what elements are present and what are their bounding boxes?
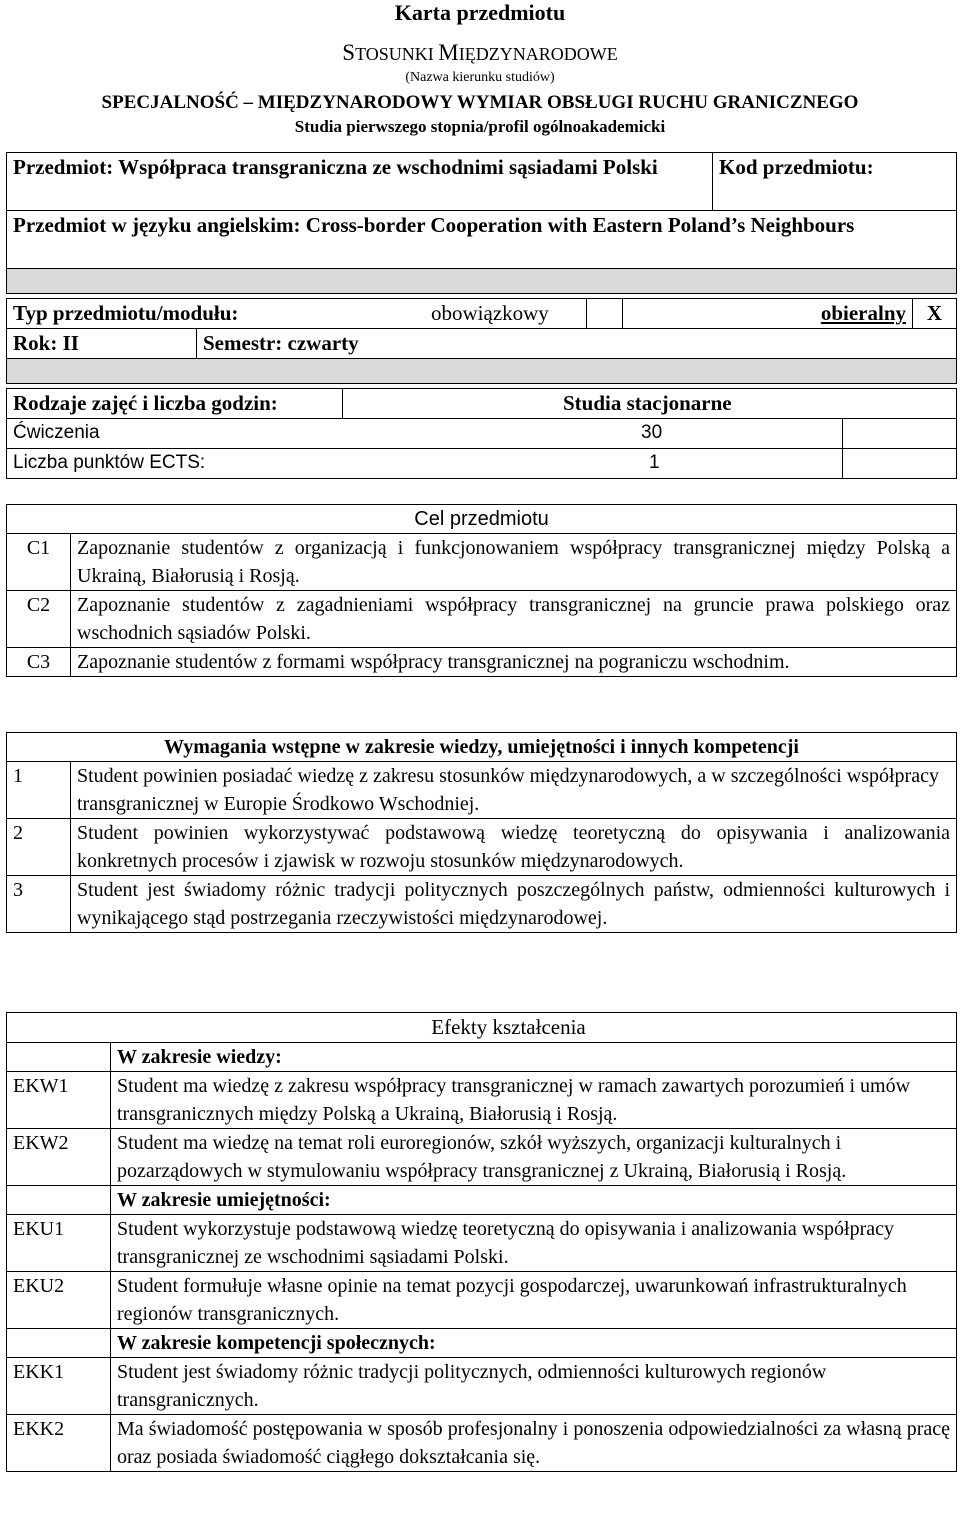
study-level: Studia pierwszego stopnia/profil ogólnoakademicki xyxy=(294,117,666,136)
prereq-code: 1 xyxy=(7,762,71,819)
subject-name-pl: Przedmiot: Współpraca transgraniczna ze wschodnimi sąsiadami Polski xyxy=(7,153,713,211)
hours-row-value: 30 xyxy=(641,422,663,443)
prereq-text: Student powinien posiadać wiedzę z zakresu stosunków międzynarodowych, a w szczególności współpracy transgranicznej w Europie Środkowo Wschodniej. xyxy=(71,762,957,819)
empty-cell xyxy=(7,1186,111,1215)
field-of-study: STOSUNKI MIĘDZYNARODOWE xyxy=(342,40,618,65)
ects-row xyxy=(7,449,843,479)
outcome-text: Student wykorzystuje podstawową wiedzę teoretyczną do opisywania i analizowania współpracy transgranicznej ze wschodnimi sąsiadami Polski. xyxy=(111,1215,957,1272)
goal-text: Zapoznanie studentów z zagadnieniami współpracy transgranicznej na gruncie prawa polskiego oraz wschodnich sąsiadów Polski. xyxy=(71,591,957,648)
year: Rok: II xyxy=(7,329,197,359)
type-table xyxy=(6,298,957,384)
subject-table xyxy=(6,152,957,294)
prereq-title: Wymagania wstępne w zakresie wiedzy, umiejętności i innych kompetencji xyxy=(7,733,957,762)
goal-code: C3 xyxy=(7,648,71,677)
goal-text: Zapoznanie studentów z formami współpracy transgranicznej na pograniczu wschodnim. xyxy=(71,648,957,677)
outcome-text: Student ma wiedzę na temat roli euroregionów, szkół wyższych, organizacji kulturalnych i pozarządowych w stymulowaniu współpracy transgranicznej z Ukrainą, Białorusią i Rosją. xyxy=(111,1129,957,1186)
goals-table xyxy=(6,504,957,677)
empty-cell xyxy=(7,1043,111,1072)
outcome-text: Student formułuje własne opinie na temat pozycji gospodarczej, uwarunkowań infrastrukturalnych regionów transgranicznych. xyxy=(111,1272,957,1329)
prereq-table xyxy=(6,732,957,933)
prereq-text: Student jest świadomy różnic tradycji politycznych poszczególnych państw, odmienności kulturowych i wynikającego stąd postrzegania rzeczywistości międzynarodowej. xyxy=(71,876,957,933)
outcome-text: Ma świadomość postępowania w sposób profesjonalny i ponoszenia odpowiedzialności za własną pracę oraz posiada świadomość ciągłego dokształcania się. xyxy=(111,1415,957,1472)
specialty: SPECJALNOŚĆ – MIĘDZYNARODOWY WYMIAR OBSŁUGI RUCHU GRANICZNEGO xyxy=(101,92,859,113)
outcome-text: Student jest świadomy różnic tradycji politycznych, odmienności kulturowych regionów transgranicznych. xyxy=(111,1358,957,1415)
separator xyxy=(7,269,957,294)
empty-cell xyxy=(843,449,957,479)
empty-cell xyxy=(843,419,957,449)
subject-name-en: Przedmiot w języku angielskim: Cross-border Cooperation with Eastern Poland’s Neighbours xyxy=(7,211,957,269)
semester: Semestr: czwarty xyxy=(197,329,957,359)
outcome-code: EKW2 xyxy=(7,1129,111,1186)
card-title: Karta przedmiotu xyxy=(394,0,566,25)
outcome-code: EKK1 xyxy=(7,1358,111,1415)
type-elective: obieralny xyxy=(623,299,913,329)
skills-heading: W zakresie umiejętności: xyxy=(111,1186,957,1215)
study-mode: Studia stacjonarne xyxy=(343,389,957,419)
prereq-code: 2 xyxy=(7,819,71,876)
mandatory-box xyxy=(587,299,623,329)
ects-value: 1 xyxy=(649,452,660,473)
subject-code-label: Kod przedmiotu: xyxy=(713,153,957,211)
outcome-code: EKW1 xyxy=(7,1072,111,1129)
ects-label: Liczba punktów ECTS: xyxy=(13,452,206,473)
social-heading: W zakresie kompetencji społecznych: xyxy=(111,1329,957,1358)
goal-code: C1 xyxy=(7,534,71,591)
outcomes-table xyxy=(6,1012,957,1472)
field-of-study-note: (Nazwa kierunku studiów) xyxy=(405,70,555,85)
prereq-text: Student powinien wykorzystywać podstawową wiedzę teoretyczną do opisywania i analizowania konkretnych procesów i zjawisk w rozwoju stosunków międzynarodowych. xyxy=(71,819,957,876)
hours-label: Rodzaje zajęć i liczba godzin: xyxy=(7,389,343,419)
outcomes-title: Efekty kształcenia xyxy=(7,1013,957,1043)
elective-mark: X xyxy=(913,299,957,329)
knowledge-heading: W zakresie wiedzy: xyxy=(111,1043,957,1072)
type-row xyxy=(7,299,587,329)
hours-table xyxy=(6,388,957,479)
separator xyxy=(7,359,957,384)
outcome-code: EKK2 xyxy=(7,1415,111,1472)
goals-title: Cel przedmiotu xyxy=(7,505,957,534)
outcome-text: Student ma wiedzę z zakresu współpracy transgranicznej w ramach zawartych porozumień i umów transgranicznych między Polską a Ukrainą, Białorusią i Rosją. xyxy=(111,1072,957,1129)
empty-cell xyxy=(7,1329,111,1358)
prereq-code: 3 xyxy=(7,876,71,933)
goal-text: Zapoznanie studentów z organizacją i funkcjonowaniem współpracy transgranicznej między Polską a Ukrainą, Białorusią i Rosją. xyxy=(71,534,957,591)
outcome-code: EKU2 xyxy=(7,1272,111,1329)
goal-code: C2 xyxy=(7,591,71,648)
outcome-code: EKU1 xyxy=(7,1215,111,1272)
hours-row-name: Ćwiczenia xyxy=(13,422,100,443)
hours-row xyxy=(7,419,843,449)
type-mandatory: obowiązkowy xyxy=(431,301,549,325)
type-label: Typ przedmiotu/modułu: xyxy=(13,301,239,325)
